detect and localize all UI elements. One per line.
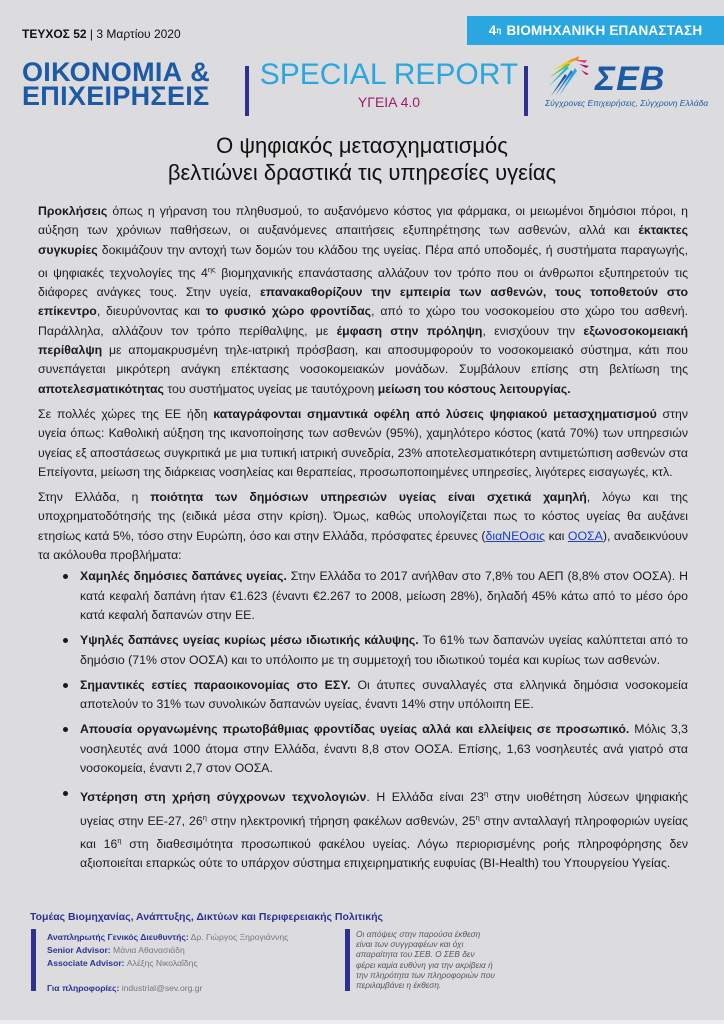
list-item: [63, 567, 688, 625]
bullet-text: στην ηλεκτρονική τήρηση φακέλων ασθενών, 25: [206, 813, 476, 828]
info-email[interactable]: industrial@sev.org.gr: [119, 983, 203, 993]
logo-tagline: Σύγχρονες Επιχειρήσεις, Σύγχρονη Ελλάδα: [545, 98, 709, 108]
paragraph-eu-benefits: [38, 405, 688, 482]
page-edge: [0, 1020, 724, 1024]
list-item: [63, 676, 688, 715]
text-run: με απομακρυσμένη τηλε-ιατρική πρόσβαση, και αποσυμφορούν το νοσοκομειακό σύστημα, κάτι που συνεπάγεται μικρότερη ανάγκη επέκτασης νοσοκομειακών μονάδων. Συμβάλουν επίσης στη βελτίωση της: [38, 343, 688, 377]
list-item: [63, 631, 688, 670]
banner-superscript: η: [496, 26, 502, 35]
text-run: , λόγω και της υποχρηματοδότησής της (ειδικά μέσα στην κρίση). Όμως, καθώς υπολογίζεται πως το κόστος υγείας θα αυξάνει ετησίως κατά 5%, τόσο στην Ευρώπη, όσο και στην Ελλάδα, πρόσφατες έρευνες (: [38, 490, 688, 543]
bullet-text: Στην Ελλάδα το 2017 ανήλθαν στο 7,8% του ΑΕΠ (8,8% στον ΟΟΣΑ). Η κατά κεφαλή δαπάνη ήταν €1.623 (έναντι €2.267 το 2008, μείωση 28%), δηλαδή 45% κάτω από το μέσο όρο κατά κεφαλή δαπανών στην ΕΕ.: [80, 569, 688, 622]
info-label: Για πληροφορίες:: [47, 983, 120, 993]
disclaimer: Οι απόψεις στην παρούσα έκθεση είναι των συγγραφέων και όχι απαραίτητα του ΣΕΒ. Ο ΣΕΒ δεν φέρει καμία ευθύνη για την ακρίβεια ή την πληρότητα των πληροφοριών που περιλαμβάνει η έκθεση.: [356, 929, 495, 991]
text-run: , ενισχύουν την: [482, 323, 584, 338]
bullet-text: . Η Ελλάδα είναι 23: [366, 790, 484, 805]
sev-logo-mark-icon: [545, 56, 595, 100]
report-subtitle: ΥΓΕΙΑ 4.0: [357, 94, 421, 110]
contact-row: [47, 957, 288, 970]
list-item: [63, 720, 688, 778]
issue-date: 3 Μαρτίου 2020: [96, 27, 181, 41]
oecd-link[interactable]: ΟΟΣΑ: [567, 528, 603, 543]
ordinal-superscript: η: [202, 812, 207, 822]
footer-divider-left: [31, 929, 36, 991]
issue-number: ΤΕΥΧΟΣ 52: [22, 27, 87, 41]
bullet-text: Οι άτυπες συναλλαγές στα ελληνικά δημόσια νοσοκομεία αποτελούν το 31% των συνολικών δαπανών υγείας, έναντι 14% στην υπόλοιπη ΕΕ.: [80, 677, 688, 712]
bold-phrase: έκτακτες συγκυρίες: [38, 223, 688, 257]
masthead-line-2: ΕΠΙΧΕΙΡΗΣΕΙΣ: [22, 81, 210, 111]
contact-name: Δρ. Γιώργος Ξηρογιάννης: [188, 932, 289, 942]
bold-phrase: ποιότητα των δημόσιων υπηρεσιών υγείας είναι σχετικά χαμηλή: [150, 490, 587, 505]
series-banner: [467, 16, 724, 45]
ordinal-superscript: η: [483, 789, 489, 799]
text-run: Σε πολλές χώρες της ΕΕ ήδη: [38, 406, 214, 421]
footer-divider-right: [345, 929, 350, 991]
text-run: ), αναδεικνύουν τα ακόλουθα προβλήματα:: [38, 528, 688, 563]
ordinal-superscript: ης: [207, 264, 216, 274]
masthead-line-1: ΟΙΚΟΝΟΜΙΑ &: [22, 57, 211, 87]
footer-contacts: [47, 931, 288, 995]
bullet-text: Το 61% των δαπανών υγείας καλύπτεται από το δημόσιο (71% στον ΟΟΣΑ) και το υπόλοιπο με τη συμμετοχή του ιδιωτικού τομέα και κυρίως των ασθενών.: [80, 633, 688, 667]
bold-phrase: καταγράφονται σημαντικά οφέλη από λύσεις ψηφιακού μετασχηματισμού: [213, 406, 657, 421]
contact-name: Μάνια Αθανασιάδη: [110, 945, 185, 955]
article-title-line-1: Ο ψηφιακός μετασχηματισμός: [216, 133, 508, 158]
text-run: βιομηχανικής επανάστασης αλλάζουν τον τρόπο που οι άνθρωποι εξυπηρετούν τις διάφορες ανάγκες τους. Στην υγεία,: [38, 265, 689, 300]
bold-phrase: μείωση του κόστους λειτουργίας.: [377, 381, 571, 396]
bold-phrase: Προκλήσεις: [38, 204, 108, 218]
paragraph-greece: [38, 488, 688, 565]
text-run: δοκιμάζουν την αντοχή των δομών του κλάδου της υγείας. Πέρα από υποδομές, ή συστήματα παραγωγής, οι ψηφιακές τεχνολογίες της 4: [38, 242, 688, 280]
dianeosis-link[interactable]: διαΝΕΟσις: [485, 528, 546, 543]
issue-separator: |: [89, 27, 94, 41]
ordinal-superscript: η: [475, 812, 480, 822]
bullet-text: Μόλις 3,3 νοσηλευτές ανά 1000 άτομα στην Ελλάδα, έναντι 8,8 στον ΟΟΣΑ. Επίσης, 1,63 νοσηλευτές ανά γιατρό στα νοσοκομεία, έναντι 2,7 στον ΟΟΣΑ.: [80, 722, 688, 776]
bullet-heading: Υψηλές δαπάνες υγείας κυρίως μέσω ιδιωτικής κάλυψης.: [80, 633, 419, 648]
logo-divider: [524, 66, 528, 116]
bold-phrase: εξωνοσοκομειακή περίθαλψη: [38, 323, 688, 358]
article-title: [0, 132, 724, 186]
bullet-text: στη διαθεσιμότητα προσωπικού φακέλου υγείας. Λόγω περιορισμένης ροής πληροφόρησης δεν αξιοποιείται επαρκώς ούτε το υπάρχον σύστημα επιχειρηματικής ευφυίας (BI-Health) του Υπουργείου Υγείας.: [80, 836, 688, 871]
logo-wordmark: ΣΕΒ: [595, 60, 666, 98]
masthead-title: [22, 57, 211, 111]
text-run: του συστήματος υγείας με ταυτόχρονη: [163, 381, 378, 396]
contact-role: Αναπληρωτής Γενικός Διευθυντής:: [47, 932, 189, 942]
text-run: όπως η γήρανση του πληθυσμού, το αυξανόμενο κόστος για φάρμακα, οι μειωμένοι δημόσιοι πόροι, η αύξηση των χρόνιων παθήσεων, οι αυξανόμενες απαιτήσεις εξυπηρέτησης των ασθενών, αλλά και: [38, 204, 688, 238]
text-run: Στην Ελλάδα, η: [38, 490, 151, 505]
article-body: [38, 202, 688, 880]
bold-phrase: το φυσικό χώρο φροντίδας: [205, 304, 372, 319]
text-run: , διευρύνοντας και: [96, 304, 206, 319]
info-row: [47, 982, 288, 995]
article-title-line-2: βελτιώνει δραστικά τις υπηρεσίες υγείας: [167, 160, 557, 185]
special-report-title: SPECIAL REPORT: [259, 58, 519, 91]
bullet-heading: Απουσία οργανωμένης πρωτοβάθμιας φροντίδας υγείας αλλά και ελλείψεις σε προσωπικό.: [80, 722, 630, 737]
sev-logo: [545, 56, 715, 116]
issue-info: [22, 27, 181, 41]
paragraph-challenges: [38, 202, 688, 399]
contact-row: [47, 944, 288, 957]
footer-department: Τομέας Βιομηχανίας, Ανάπτυξης, Δικτύων και Περιφερειακής Πολιτικής: [30, 911, 383, 923]
contact-row: [47, 931, 288, 944]
bold-phrase: αποτελεσματικότητας: [38, 381, 164, 396]
bullet-text: στην ανταλλαγή πληροφοριών υγείας και 16: [80, 813, 689, 851]
ordinal-superscript: η: [117, 835, 122, 845]
contact-name: Αλέξης Νικολαΐδης: [124, 958, 198, 968]
text-run: , από το χώρο του νοσοκομείου στο χώρο του ασθενή. Παράλληλα, αλλάζουν τον τρόπο περίθαλψης, με: [38, 304, 689, 338]
bold-phrase: επανακαθορίζουν την εμπειρία των ασθενών, τους τοποθετούν στο επίκεντρο: [38, 285, 688, 319]
problems-list: [38, 567, 688, 873]
bullet-heading: Χαμηλές δημόσιες δαπάνες υγείας.: [80, 569, 287, 584]
bold-phrase: έμφαση στην πρόληψη: [336, 323, 483, 338]
contact-role: Associate Advisor:: [47, 958, 125, 968]
bullet-heading: Υστέρηση στη χρήση σύγχρονων τεχνολογιών: [80, 790, 367, 805]
list-item: [63, 784, 688, 873]
contact-role: Senior Advisor:: [47, 945, 111, 955]
masthead-divider: [245, 66, 249, 116]
banner-text: ΒΙΟΜΗΧΑΝΙΚΗ ΕΠΑΝΑΣΤΑΣΗ: [506, 23, 703, 38]
bullet-text: στην υιοθέτηση λύσεων ψηφιακής υγείας στην ΕΕ-27, 26: [80, 790, 688, 828]
bullet-heading: Σημαντικές εστίες παραοικονομίας στο ΕΣΥ.: [80, 677, 351, 692]
text-run: και: [545, 528, 568, 543]
text-run: στην υγεία όπως: Καθολική αύξηση της ικανοποίησης των ασθενών (95%), χαμηλότερο κόστος (κατά 70%) των υπηρεσιών υγείας εξ αποστάσεως συγκριτικά με μια τυπική ιατρική συνεδρία, 23% αποτελεσματικότερη αντιμετώπιση ασθενών στα Επείγοντα, μείωση της διάρκειας νοσηλείας και θεραπείας, προσωποποιημένες υπηρεσίες, λιγότερες εισαγωγές, κτλ.: [38, 406, 688, 479]
banner-number: 4: [488, 23, 497, 38]
